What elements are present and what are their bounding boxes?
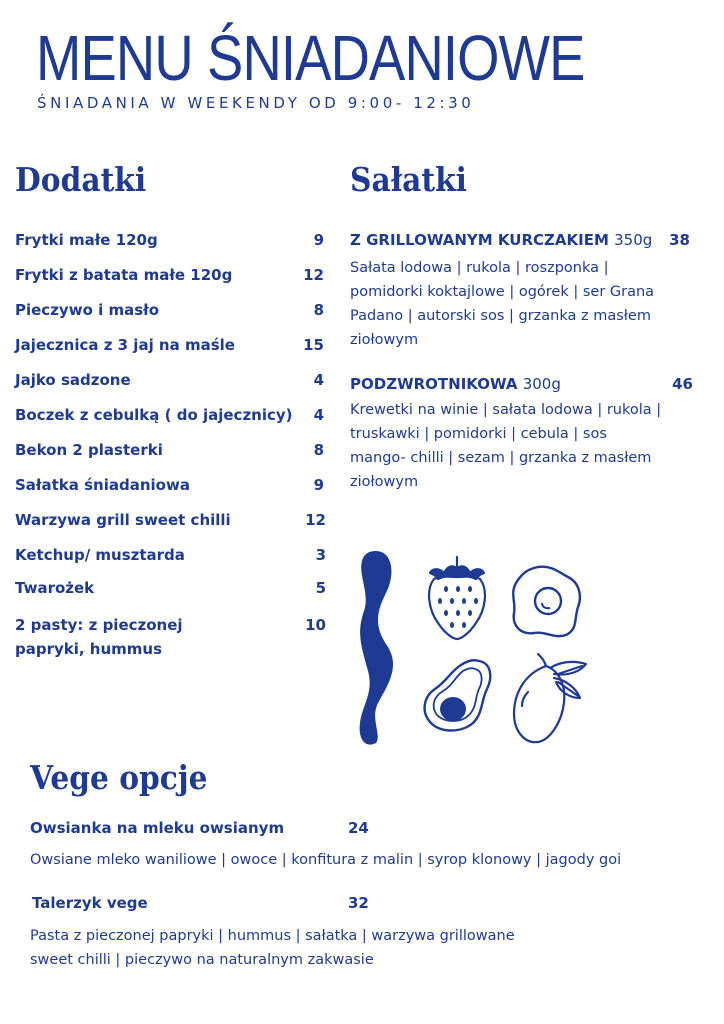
vege-description: Pasta z pieczonej papryki | hummus | sałatka | warzywa grillowane sweet chilli | pieczywo na naturalnym zakwasie xyxy=(30,928,515,968)
list-item-name: Warzywa grill sweet chilli xyxy=(15,511,231,529)
section-heading-dodatki: Dodatki xyxy=(15,160,147,199)
salad-weight: 350g xyxy=(614,231,653,249)
list-item-price: 15 xyxy=(303,336,324,354)
fried-egg-icon xyxy=(508,563,584,639)
salad-price: 46 xyxy=(672,375,693,393)
list-item-price: 4 xyxy=(313,371,324,389)
vege-description: Owsiane mleko waniliowe | owoce | konfitura z malin | syrop klonowy | jagody goi xyxy=(30,852,622,868)
list-item-price: 8 xyxy=(313,441,324,459)
salad-title: Z GRILLOWANYM KURCZAKIEM xyxy=(350,231,609,249)
list-item-name: Frytki małe 120g xyxy=(15,231,158,249)
section-heading-vege: Vege opcje xyxy=(30,758,208,797)
salad-weight: 300g xyxy=(522,375,561,393)
salad-name xyxy=(350,372,561,396)
list-item-price: 3 xyxy=(315,546,326,564)
salad-title: PODZWROTNIKOWA xyxy=(350,375,518,393)
salad-description: Sałata lodowa | rukola | roszponka | pomidorki koktajlowe | ogórek | ser Grana Padano | autorski sos | grzanka z masłem ziołowym xyxy=(350,260,655,348)
list-item-name: 2 pasty: z pieczonej papryki, hummus xyxy=(15,616,183,658)
list-item-price: 12 xyxy=(303,266,324,284)
list-item-price: 8 xyxy=(313,301,324,319)
salad-description: Krewetki na winie | sałata lodowa | rukola | truskawki | pomidorki | cebula | sos mango- chilli | sezam | grzanka z masłem ziołowym xyxy=(350,402,662,490)
list-item-price: 10 xyxy=(305,616,326,634)
list-item-name: Pieczywo i masło xyxy=(15,301,160,319)
lemon-icon xyxy=(510,650,592,748)
list-item-name: Frytki z batata małe 120g xyxy=(15,266,233,284)
strawberry-icon xyxy=(424,553,490,643)
list-item-price: 12 xyxy=(305,511,326,529)
wave-shape xyxy=(352,545,402,750)
salad-price: 38 xyxy=(669,231,690,249)
avocado-icon xyxy=(421,655,497,735)
list-item-name: Ketchup/ musztarda xyxy=(15,546,185,564)
list-item-price: 9 xyxy=(313,231,324,249)
salad-name xyxy=(350,228,652,252)
list-item-price: 4 xyxy=(313,406,324,424)
list-item-name: Sałatka śniadaniowa xyxy=(15,476,190,494)
list-item-price: 5 xyxy=(315,579,326,597)
list-item-name: Boczek z cebulką ( do jajecznicy) xyxy=(15,406,293,424)
list-item-name: Jajko sadzone xyxy=(15,371,131,389)
list-item-name: Jajecznica z 3 jaj na maśle xyxy=(15,336,235,354)
vege-price: 32 xyxy=(348,894,369,912)
vege-name: Owsianka na mleku owsianym xyxy=(30,819,285,837)
vege-name: Talerzyk vege xyxy=(32,894,148,912)
page-subtitle: ŚNIADANIA W WEEKENDY OD 9:00- 12:30 xyxy=(37,94,475,112)
list-item-name: Twarożek xyxy=(15,579,95,597)
page-title: MENU ŚNIADANIOWE xyxy=(36,22,585,94)
section-heading-salatki: Sałatki xyxy=(350,160,467,199)
list-item-price: 9 xyxy=(313,476,324,494)
list-item-name: Bekon 2 plasterki xyxy=(15,441,163,459)
vege-price: 24 xyxy=(348,819,369,837)
